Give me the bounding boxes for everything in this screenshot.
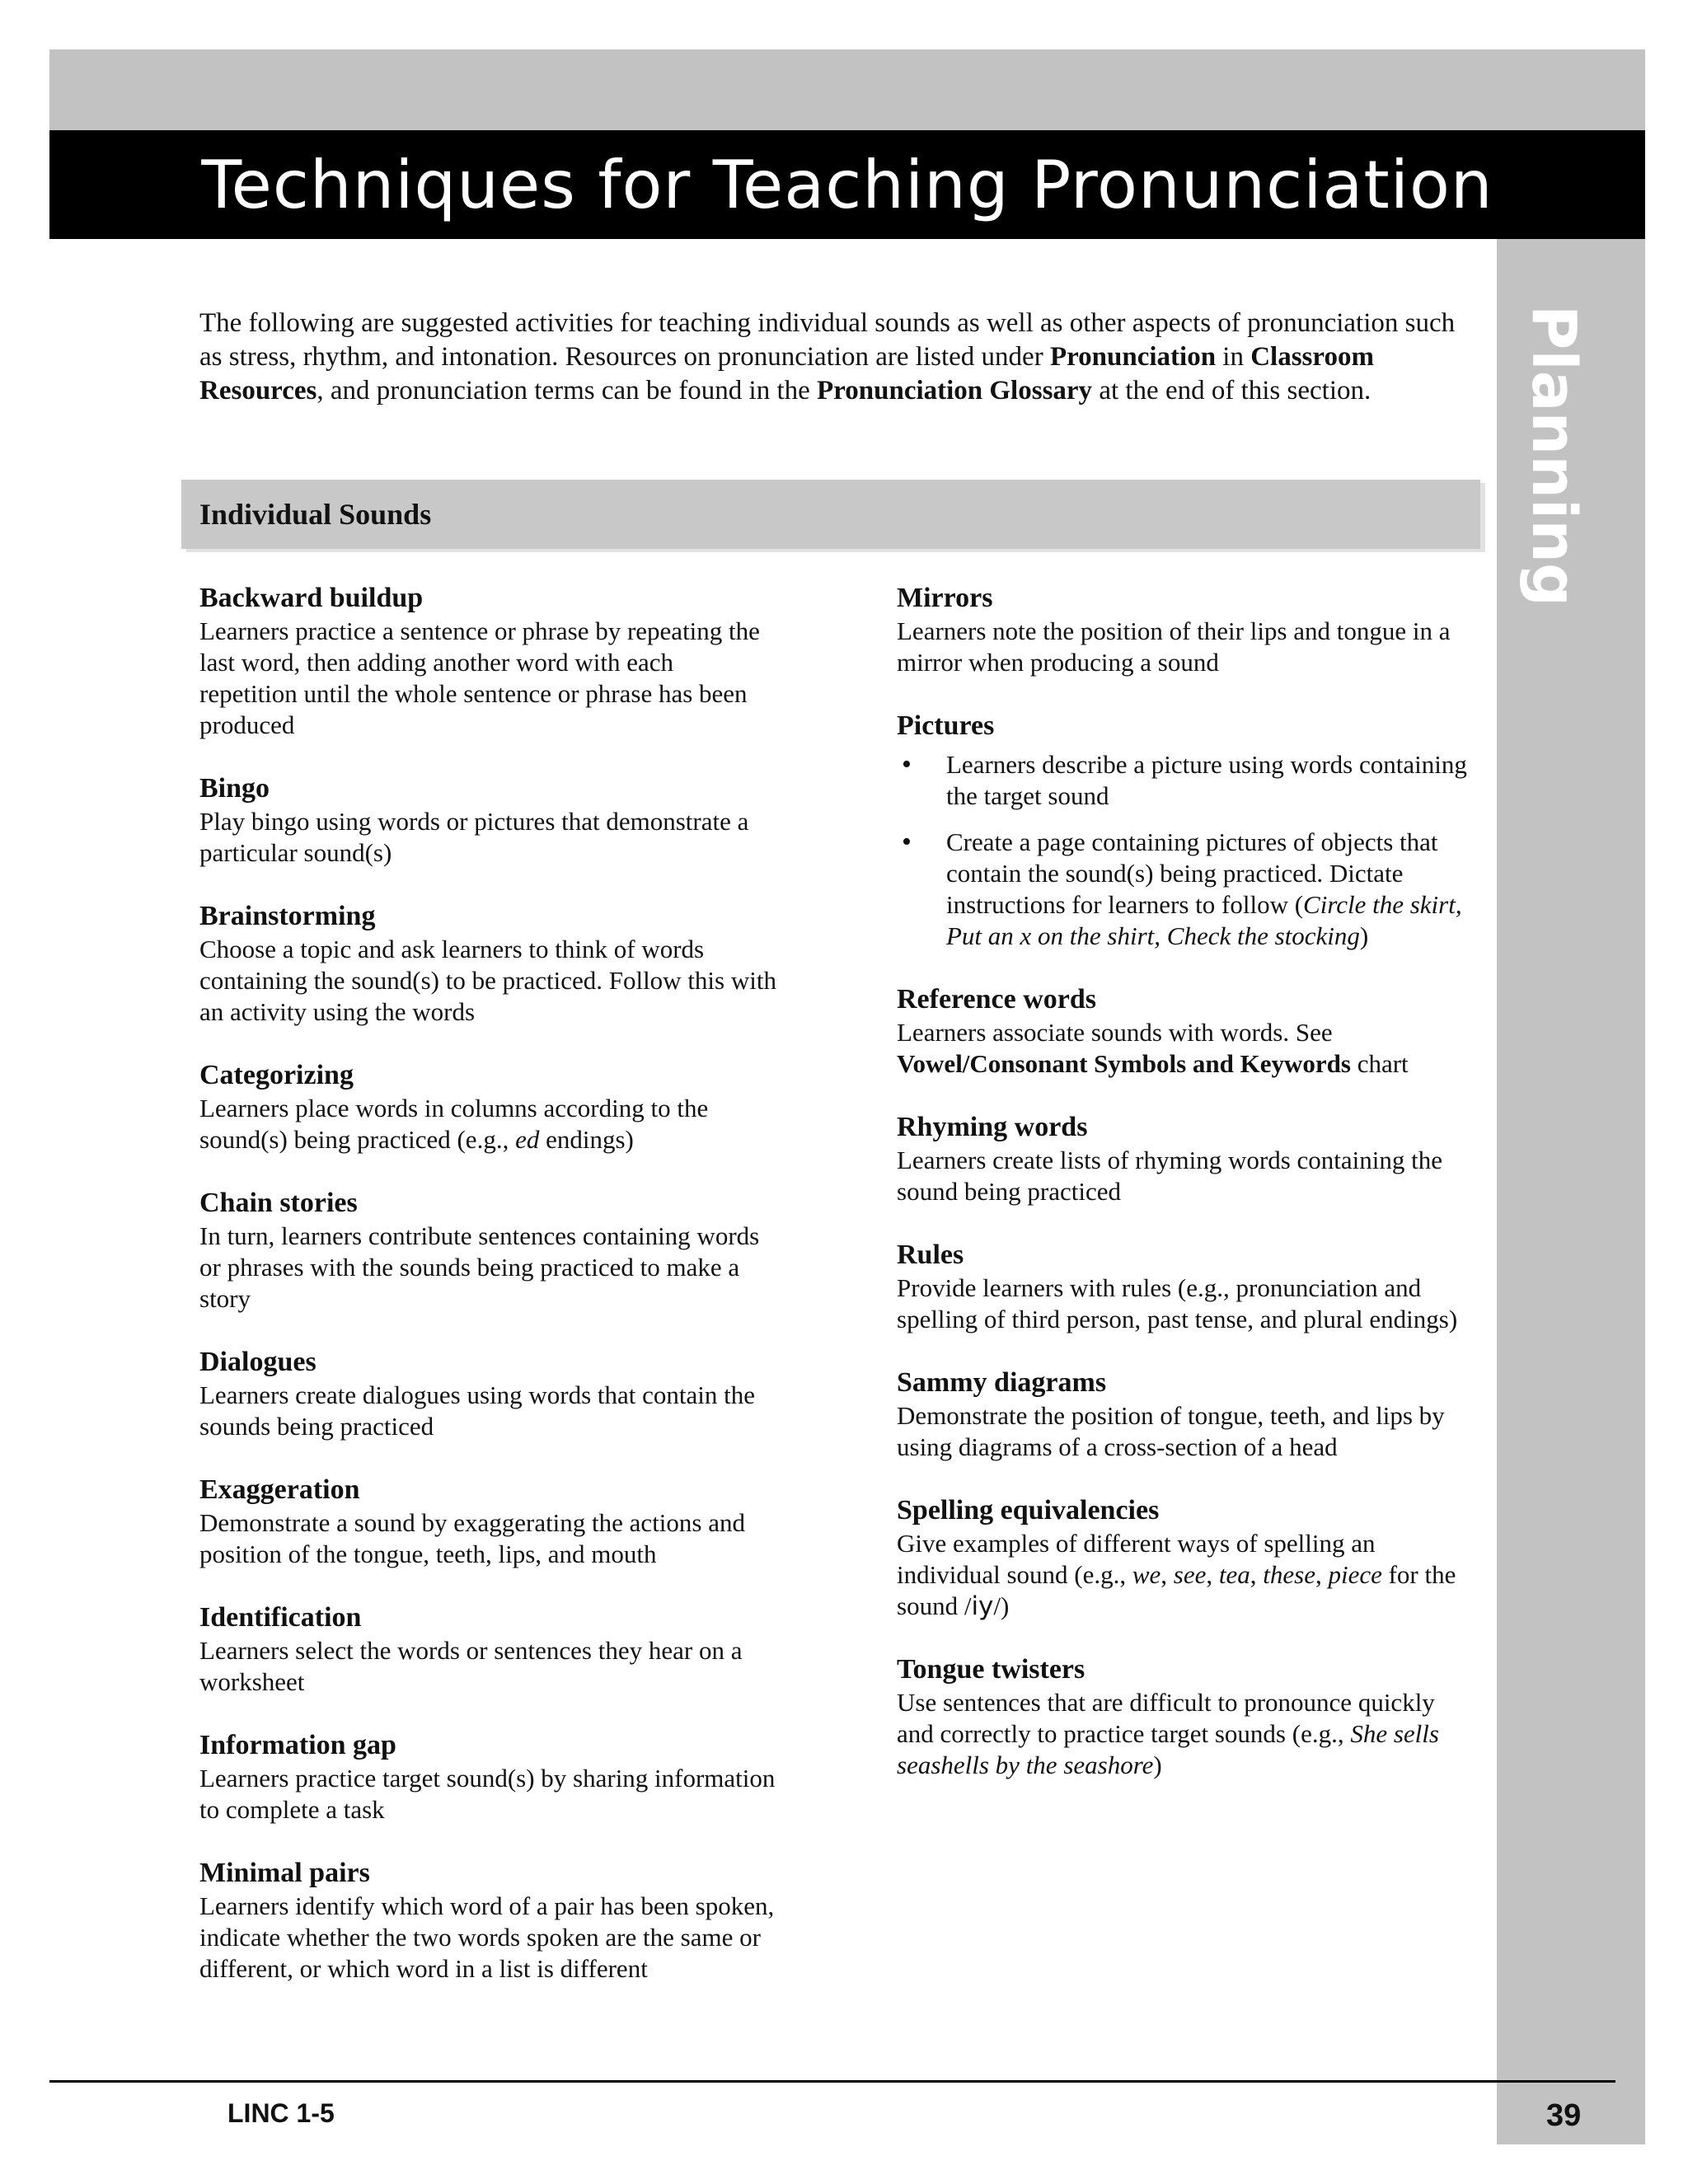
entry-tongue-twisters (897, 1653, 1474, 1781)
entry-title: Exaggeration (199, 1474, 360, 1505)
entry-title: Rules (897, 1240, 964, 1270)
entry-text-part: for the sound / (897, 1560, 1456, 1620)
entry-title: Dialogues (199, 1347, 316, 1377)
entry-chain-stories (199, 1187, 776, 1315)
entry-title: Tongue twisters (897, 1654, 1085, 1685)
phonetic-symbol: iy (971, 1591, 994, 1621)
side-tab-label: Planning (1518, 305, 1589, 607)
entry-text: Learners identify which word of a pair has been spoken, indicate whether the two words spoken are the same or different, or which word in a list is different (199, 1891, 775, 1983)
entry-title: Reference words (897, 984, 1097, 1015)
entry-text: Demonstrate a sound by exaggerating the actions and position of the tongue, teeth, lips, and mouth (199, 1508, 745, 1568)
separator: , (1250, 1560, 1264, 1589)
entry-dialogues (199, 1346, 776, 1442)
entry-text (897, 1528, 1474, 1622)
intro-paragraph (199, 307, 1461, 408)
entry-text-part: /) (993, 1591, 1010, 1620)
header-band (49, 49, 1645, 132)
entry-text: Learners create lists of rhyming words containing the sound being practiced (897, 1146, 1442, 1206)
example-word: we (1132, 1560, 1161, 1589)
entry-pictures (897, 710, 1474, 952)
entry-title: Identification (199, 1602, 362, 1633)
entry-title: Minimal pairs (199, 1858, 370, 1888)
entry-text-part: chart (1350, 1049, 1409, 1078)
bullet-icon: • (902, 749, 912, 780)
separator: , (1206, 1560, 1219, 1589)
entry-title: Mirrors (897, 583, 993, 613)
intro-text: , and pronunciation terms can be found in the (316, 376, 818, 405)
entry-sammy-diagrams (897, 1366, 1474, 1463)
intro-bold: Pronunciation (1049, 342, 1217, 372)
pictures-list (897, 749, 1474, 952)
entry-title: Pictures (897, 710, 995, 741)
entry-information-gap (199, 1729, 776, 1825)
intro-text: at the end of this section. (1092, 376, 1372, 405)
separator: , (1315, 1560, 1329, 1589)
entry-bingo (199, 772, 776, 869)
intro-text: in (1216, 342, 1251, 372)
entry-rules (897, 1239, 1474, 1335)
entry-text-italic: ed (515, 1125, 540, 1154)
list-item (897, 827, 1474, 952)
entry-title: Brainstorming (199, 901, 376, 931)
list-item (897, 749, 1474, 812)
entry-text-part: Learners place words in columns according to the sound(s) being practiced (e.g., (199, 1094, 709, 1154)
entry-text: Learners note the position of their lips and tongue in a mirror when producing a sound (897, 616, 1451, 677)
list-item-italic: Circle the skirt, Put an x on the shirt, Check the stocking (946, 890, 1462, 950)
entry-identification (199, 1601, 776, 1698)
entry-title: Bingo (199, 773, 270, 804)
entry-title: Backward buildup (199, 583, 424, 613)
entry-text: Play bingo using words or pictures that demonstrate a particular sound(s) (199, 807, 749, 867)
example-word: these (1263, 1560, 1315, 1589)
entry-title: Sammy diagrams (897, 1367, 1107, 1398)
example-word: see (1173, 1560, 1207, 1589)
entry-minimal-pairs (199, 1857, 776, 1985)
right-column (897, 582, 1474, 1812)
entry-text: Demonstrate the position of tongue, teeth, and lips by using diagrams of a cross-section of a head (897, 1401, 1445, 1461)
list-item-text: Create a page containing pictures of objects that contain the sound(s) being practiced. Dictate instructions for learners to follow ( (946, 827, 1438, 919)
left-column (199, 582, 776, 2016)
entry-text-part: endings) (539, 1125, 634, 1154)
side-tab-label-wrap (1498, 305, 1597, 607)
intro-bold: Pronunciation Glossary (817, 376, 1093, 405)
entry-text-italic: She sells seashells by the seashore (897, 1719, 1439, 1779)
footer-label: LINC 1-5 (227, 2098, 335, 2128)
entry-rhyming-words (897, 1111, 1474, 1207)
entry-mirrors (897, 582, 1474, 678)
entry-text-part: Give examples of different ways of spelling an individual sound (e.g., (897, 1529, 1376, 1589)
entry-text (897, 1017, 1474, 1080)
entry-text: Choose a topic and ask learners to think of words containing the sound(s) to be practiced. Follow this with an activity using the words (199, 935, 776, 1026)
entry-brainstorming (199, 900, 776, 1028)
example-word: tea (1218, 1560, 1250, 1589)
page-number: 39 (1546, 2098, 1582, 2133)
separator: , (1160, 1560, 1174, 1589)
entry-backward-buildup (199, 582, 776, 741)
entry-title: Rhyming words (897, 1112, 1088, 1142)
entry-text-part: ) (1153, 1750, 1162, 1779)
entry-title: Chain stories (199, 1188, 358, 1218)
entry-text (897, 1687, 1474, 1781)
entry-categorizing (199, 1059, 776, 1155)
entry-title: Categorizing (199, 1060, 354, 1090)
entry-text-part: Learners associate sounds with words. See (897, 1018, 1333, 1047)
entry-text: In turn, learners contribute sentences containing words or phrases with the sounds being practiced to make a story (199, 1221, 760, 1313)
intro-bold: Classroom Resources (199, 342, 1374, 405)
example-word: piece (1328, 1560, 1382, 1589)
title-bar (49, 130, 1645, 239)
entry-text: Learners practice a sentence or phrase by repeating the last word, then adding another word with each repetition until the whole sentence or phrase has been produced (199, 616, 760, 739)
entry-text-bold: Vowel/Consonant Symbols and Keywords (897, 1049, 1351, 1078)
entry-title: Spelling equivalencies (897, 1495, 1160, 1526)
entry-text: Learners select the words or sentences they hear on a worksheet (199, 1636, 743, 1696)
entry-text (199, 1093, 776, 1155)
entry-text: Learners practice target sound(s) by sharing information to complete a task (199, 1764, 776, 1824)
intro-text: The following are suggested activities for teaching individual sounds as well as other aspects of pronunciation such as stress, rhythm, and intonation. Resources on pronunciation are listed under (199, 308, 1456, 372)
bullet-icon: • (902, 827, 912, 857)
entry-spelling-equivalencies (897, 1494, 1474, 1622)
entry-text: Provide learners with rules (e.g., pronunciation and spelling of third person, past tense, and plural endings) (897, 1273, 1458, 1333)
entry-exaggeration (199, 1474, 776, 1570)
entry-title: Information gap (199, 1730, 396, 1760)
list-item-text: ) (1359, 921, 1369, 950)
section-heading: Individual Sounds (199, 498, 432, 531)
list-item-text: Learners describe a picture using words containing the target sound (946, 750, 1467, 810)
entry-text-part: Use sentences that are difficult to pronounce quickly and correctly to practice target sounds (e.g., (897, 1688, 1435, 1748)
page-title: Techniques for Teaching Pronunciation (201, 146, 1493, 223)
section-header (181, 480, 1480, 549)
footer-divider (49, 2080, 1615, 2083)
entry-text: Learners create dialogues using words that contain the sounds being practiced (199, 1380, 756, 1441)
entry-reference-words (897, 983, 1474, 1080)
